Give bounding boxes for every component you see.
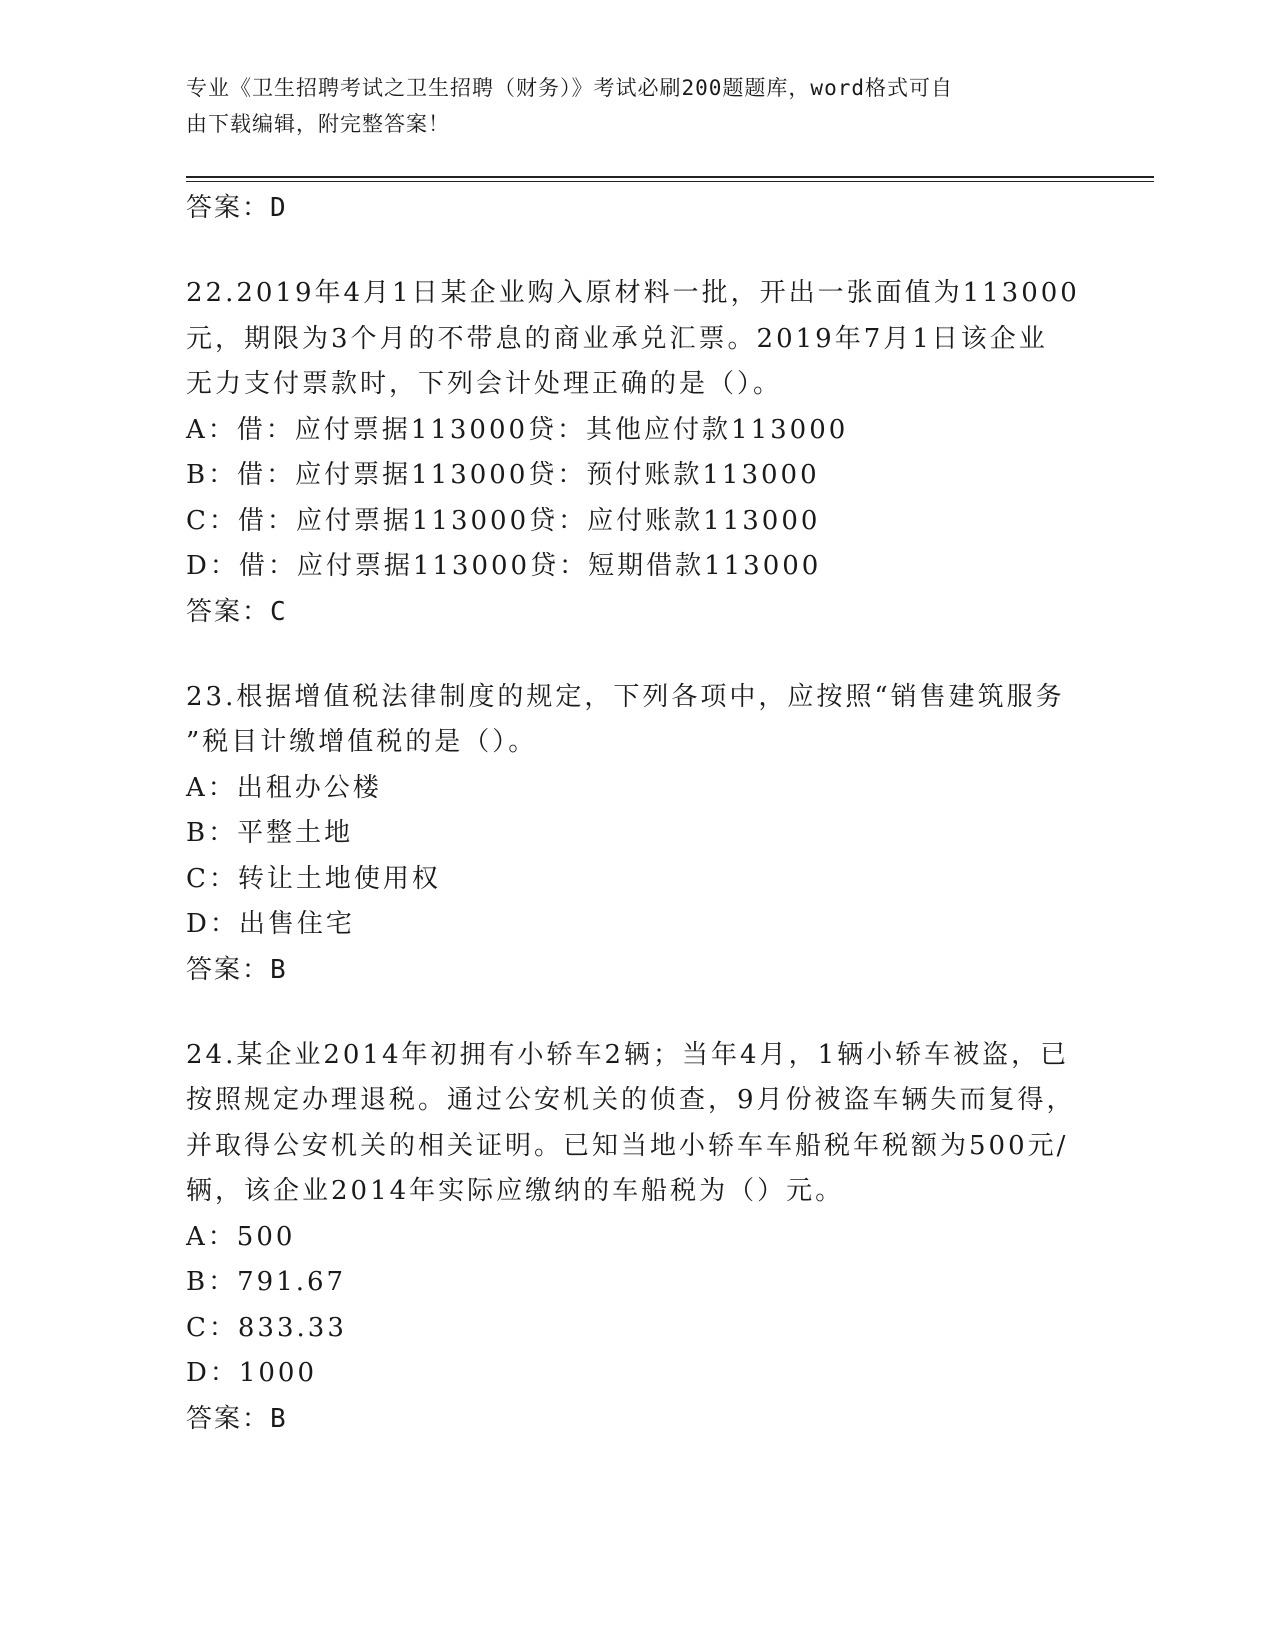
header-rule-thick (186, 176, 1154, 178)
question-22 (186, 271, 1086, 635)
answer: 答案：C (186, 596, 288, 627)
question-line: ”税目计缴增值税的是（）。 (186, 727, 538, 757)
option-a: A：500 (186, 1221, 296, 1252)
question-line: 24.某企业2014年初拥有小轿车2辆；当年4月，1辆小轿车被盗，已 (186, 1039, 1070, 1070)
header-line-2: 由下载编辑，附完整答案！ (186, 112, 450, 136)
option-c: C：借：应付票据113000贷：应付账款113000 (186, 505, 821, 536)
option-b: B：平整土地 (186, 818, 354, 848)
option-b: B：借：应付票据113000贷：预付账款113000 (186, 460, 820, 490)
option-a: A：出租办公楼 (186, 772, 382, 803)
question-line: 按照规定办理退税。通过公安机关的侦查，9月份被盗车辆失而复得， (186, 1085, 1076, 1115)
option-c: C：833.33 (186, 1312, 347, 1343)
question-line: 23.根据增值税法律制度的规定，下列各项中，应按照“销售建筑服务 (186, 681, 1065, 712)
previous-answer: 答案：D (186, 193, 288, 223)
question-23 (186, 675, 1086, 993)
question-line: 并取得公安机关的相关证明。已知当地小轿车车船税年税额为500元/ (186, 1130, 1069, 1161)
option-b: B：791.67 (186, 1267, 347, 1297)
option-c: C：转让土地使用权 (186, 863, 441, 894)
header-rule-thin (186, 181, 1154, 182)
question-line: 辆，该企业2014年实际应缴纳的车船税为（）元。 (186, 1176, 845, 1206)
option-d: D：出售住宅 (186, 909, 355, 939)
question-line: 无力支付票款时，下列会计处理正确的是（）。 (186, 369, 783, 399)
question-list (186, 186, 1086, 1442)
question-line: 22.2019年4月1日某企业购入原材料一批，开出一张面值为113000 (186, 278, 1080, 308)
option-a: A：借：应付票据113000贷：其他应付款113000 (186, 414, 849, 445)
answer: 答案：B (186, 954, 288, 985)
option-d: D：借：应付票据113000贷：短期借款113000 (186, 551, 822, 581)
document-header (186, 70, 1066, 142)
header-line-1: 专业《卫生招聘考试之卫生招聘（财务）》考试必刷200题题库，word格式可自 (186, 76, 953, 100)
question-24 (186, 1033, 1086, 1442)
question-stem (186, 675, 1086, 766)
question-line: 元，期限为3个月的不带息的商业承兑汇票。2019年7月1日该企业 (186, 323, 1048, 354)
answer: 答案：B (186, 1403, 288, 1434)
question-stem (186, 1033, 1086, 1215)
option-d: D：1000 (186, 1358, 318, 1388)
question-stem (186, 271, 1086, 408)
